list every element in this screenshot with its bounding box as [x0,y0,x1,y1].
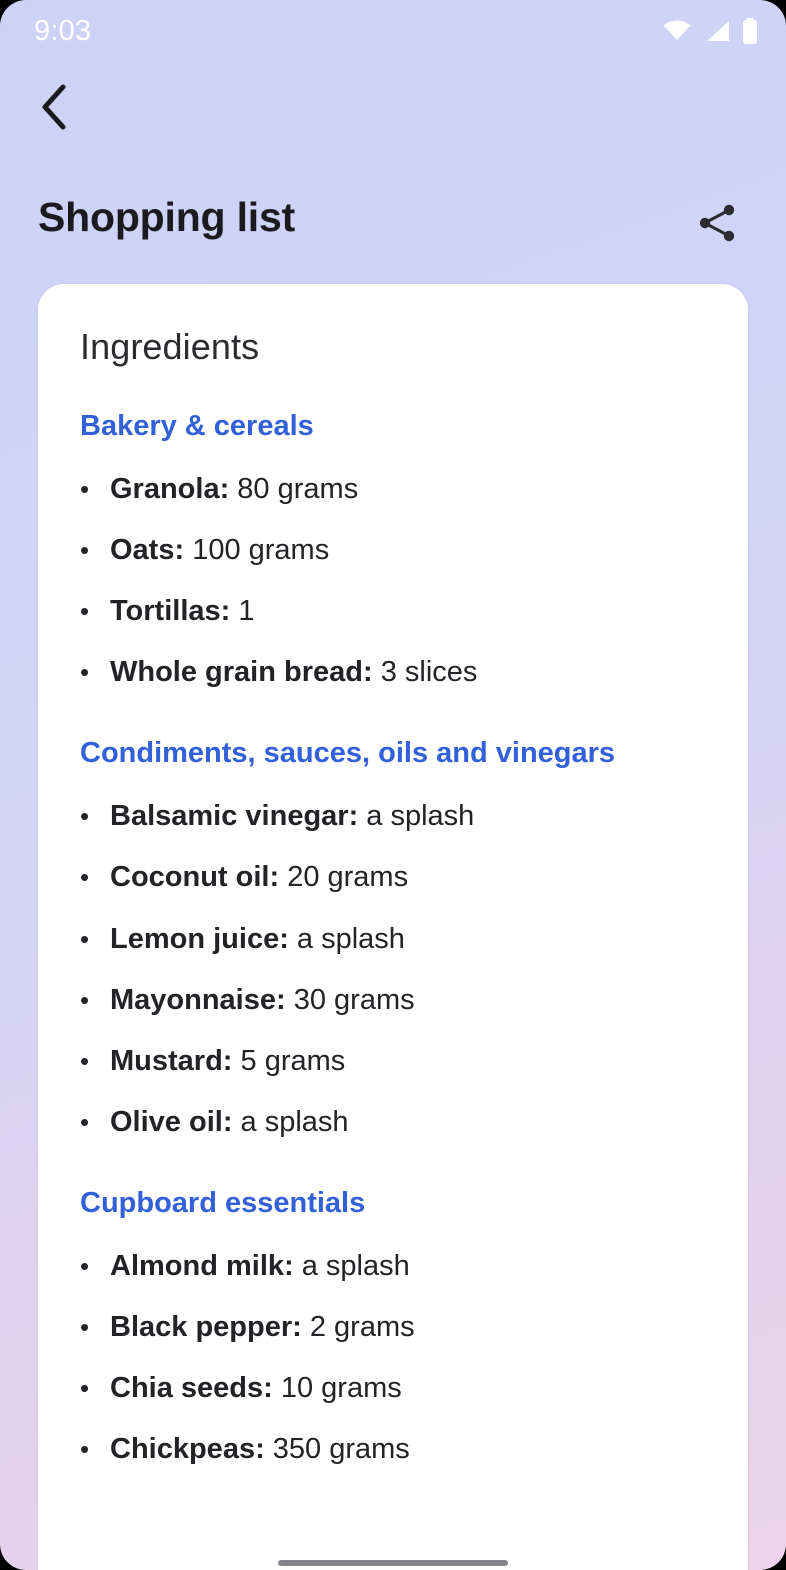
ingredient-name: Oats: [110,534,185,567]
list-item-text [110,1249,410,1284]
list-item-text [110,860,408,895]
list-item[interactable] [80,1031,706,1092]
system-nav-bar [0,1556,786,1570]
status-bar [0,0,786,62]
ingredient-quantity: 1 [230,595,255,628]
title-row [0,152,786,254]
ingredient-name: Tortillas: [110,595,231,628]
list-item-text [110,472,358,507]
bullet-icon: • [80,1312,90,1343]
page-title: Shopping list [38,193,296,240]
ingredient-quantity: 10 grams [272,1372,402,1405]
ingredient-quantity: 100 grams [184,534,330,567]
ingredient-name: Mayonnaise: [110,983,286,1016]
ingredient-name: Black pepper: [110,1311,302,1344]
ingredient-name: Granola: [110,473,230,505]
list-item-text [110,1432,410,1467]
list-item[interactable] [80,1297,706,1358]
ingredient-name: Almond milk: [110,1249,294,1282]
list-item[interactable] [80,520,706,581]
bullet-icon: • [80,1106,90,1137]
ingredient-quantity: a splash [358,800,475,833]
list-item-text [110,1044,345,1079]
ingredient-quantity: 3 slices [372,656,478,689]
bullet-icon: • [80,1373,90,1404]
bullet-icon: • [80,1045,90,1076]
ingredient-name: Chickpeas: [110,1433,265,1466]
list-item[interactable] [80,459,706,520]
list-item[interactable] [80,642,706,703]
list-item[interactable] [80,847,706,908]
home-indicator[interactable] [278,1560,508,1566]
ingredient-name: Coconut oil: [110,861,280,894]
list-item[interactable] [80,1419,706,1480]
card-title: Ingredients [80,326,260,367]
list-item[interactable] [80,970,706,1031]
list-item[interactable] [80,1092,706,1153]
bullet-icon: • [80,535,90,566]
bullet-icon: • [80,862,90,893]
list-item[interactable] [80,1236,706,1297]
bullet-icon: • [80,657,90,688]
section-header: Cupboard essentials [80,1186,366,1219]
list-item[interactable] [80,1358,706,1419]
list-item-text [110,1105,349,1140]
signal-icon [703,20,731,42]
ingredient-quantity: 30 grams [285,983,415,1016]
wifi-icon [662,20,692,42]
list-item-text [110,922,405,957]
ingredient-name: Chia seeds: [110,1372,273,1405]
ingredient-quantity: a splash [288,922,405,955]
bullet-icon: • [80,596,90,627]
ingredient-name: Lemon juice: [110,922,289,955]
ingredient-quantity: 20 grams [279,861,409,894]
status-icons [662,18,758,44]
section-header: Condiments, sauces, oils and vinegars [80,737,616,770]
ingredient-list [80,459,706,703]
section-header: Bakery & cereals [80,410,314,442]
bullet-icon: • [80,984,90,1015]
list-item-text [110,799,474,834]
list-item-text [110,1371,402,1406]
sections-container [80,410,706,1480]
ingredient-name: Olive oil: [110,1105,233,1138]
ingredient-list [80,1236,706,1480]
bullet-icon: • [80,474,90,504]
battery-icon [742,18,758,44]
bullet-icon: • [80,801,90,832]
list-item[interactable] [80,909,706,970]
ingredient-quantity: 350 grams [264,1433,410,1466]
chevron-left-icon [37,83,71,131]
list-item[interactable] [80,581,706,642]
top-app-bar [0,62,786,152]
ingredient-quantity: 2 grams [301,1311,415,1344]
ingredient-quantity: 80 grams [229,473,359,505]
list-item-text [110,983,415,1018]
bullet-icon: • [80,1250,90,1281]
ingredient-name: Whole grain bread: [110,656,373,689]
ingredients-card [38,284,748,1570]
ingredient-name: Mustard: [110,1044,233,1077]
bullet-icon: • [80,1434,90,1465]
list-item[interactable] [80,786,706,847]
ingredient-quantity: a splash [293,1249,410,1282]
bullet-icon: • [80,923,90,954]
ingredient-quantity: a splash [232,1105,349,1138]
ingredient-list [80,786,706,1153]
list-item-text [110,1310,415,1345]
list-item-text [110,655,477,690]
back-button[interactable] [24,77,84,137]
status-clock: 9:03 [34,14,92,47]
list-item-text [110,533,329,568]
share-button[interactable] [688,196,746,254]
ingredient-quantity: 5 grams [232,1044,346,1077]
ingredient-name: Balsamic vinegar: [110,800,359,833]
share-icon [694,200,740,251]
list-item-text [110,594,255,629]
